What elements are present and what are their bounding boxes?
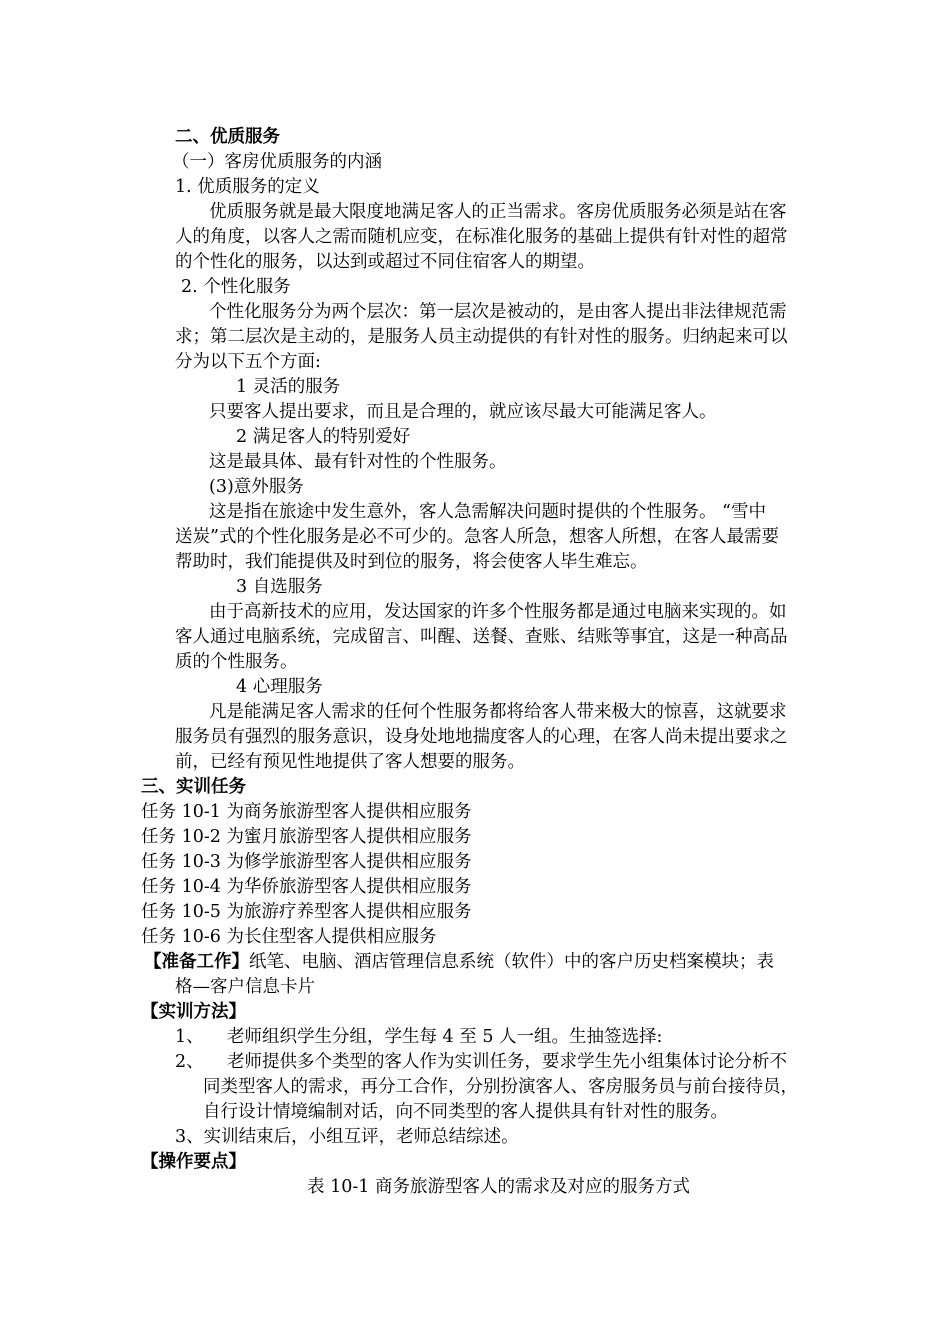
paragraph-line: 只要客人提出要求，而且是合理的，就应该尽最大可能满足客人。	[209, 402, 717, 422]
task-item: 任务 10-4 为华侨旅游型客人提供相应服务	[141, 877, 472, 897]
paragraph-line: 的个性化的服务，以达到或超过不同住宿客人的期望。	[175, 252, 595, 272]
item-title: 1. 优质服务的定义	[175, 177, 320, 197]
section-heading: 三、实训任务	[141, 777, 246, 797]
paragraph-line: 客人通过电脑系统，完成留言、叫醒、送餐、查账、结账等事宜，这是一种高品	[175, 627, 788, 647]
paragraph-line: 服务员有强烈的服务意识，设身处地地揣度客人的心理，在客人尚未提出要求之	[175, 727, 788, 747]
item-title: 2. 个性化服务	[181, 277, 291, 297]
paragraph-line: 由于高新技术的应用，发达国家的许多个性服务都是通过电脑来实现的。如	[209, 602, 787, 622]
paragraph-line: 格—客户信息卡片	[175, 977, 315, 997]
list-number: 2、	[175, 1052, 204, 1072]
task-item: 任务 10-1 为商务旅游型客人提供相应服务	[141, 802, 472, 822]
list-text: 老师提供多个类型的客人作为实训任务，要求学生先小组集体讨论分析不	[227, 1052, 787, 1072]
subitem-title: (3)意外服务	[209, 477, 304, 497]
list-text: 3、实训结束后，小组互评，老师总结综述。	[175, 1127, 519, 1147]
ops-label: 【操作要点】	[141, 1152, 246, 1172]
paragraph-line: 个性化服务分为两个层次：第一层次是被动的，是由客人提出非法律规范需	[209, 302, 787, 322]
paragraph-line: 帮助时，我们能提供及时到位的服务，将会使客人毕生难忘。	[175, 552, 648, 572]
list-text: 同类型客人的需求，再分工合作，分别扮演客人、客房服务员与前台接待员，	[203, 1077, 798, 1097]
subsection-heading: （一）客房优质服务的内涵	[172, 152, 382, 172]
section-heading: 二、优质服务	[175, 127, 280, 147]
subitem-title: 1 灵活的服务	[236, 377, 341, 397]
subitem-title: 3 自选服务	[236, 577, 323, 597]
task-item: 任务 10-5 为旅游疗养型客人提供相应服务	[141, 902, 472, 922]
task-item: 任务 10-2 为蜜月旅游型客人提供相应服务	[141, 827, 472, 847]
paragraph-line: 质的个性服务。	[175, 652, 298, 672]
prep-line	[144, 950, 774, 975]
paragraph-line: 人的角度，以客人之需而随机应变，在标准化服务的基础上提供有针对性的超常	[175, 227, 788, 247]
list-text: 老师组织学生分组，学生每 4 至 5 人一组。生抽签选择:	[227, 1027, 663, 1047]
table-caption: 表 10-1 商务旅游型客人的需求及对应的服务方式	[307, 1177, 690, 1197]
paragraph-line: 分为以下五个方面:	[175, 352, 321, 372]
paragraph-line: 求；第二层次是主动的，是服务人员主动提供的有针对性的服务。归纳起来可以	[175, 327, 788, 347]
task-item: 任务 10-3 为修学旅游型客人提供相应服务	[141, 852, 472, 872]
subitem-title: 2 满足客人的特别爱好	[236, 427, 411, 447]
paragraph-line: 送炭”式的个性化服务是必不可少的。急客人所急，想客人所想，在客人最需要	[175, 527, 779, 547]
prep-label: 【准备工作】	[144, 952, 249, 972]
list-text: 自行设计情境编制对话，向不同类型的客人提供具有针对性的服务。	[203, 1102, 728, 1122]
paragraph-line: 前，已经有预见性地提供了客人想要的服务。	[175, 752, 525, 772]
list-number: 1、	[175, 1027, 204, 1047]
subitem-title: 4 心理服务	[236, 677, 323, 697]
paragraph-line: 凡是能满足客人需求的任何个性服务都将给客人带来极大的惊喜，这就要求	[209, 702, 787, 722]
prep-text: 纸笔、电脑、酒店管理信息系统（软件）中的客户历史档案模块；表	[249, 952, 774, 972]
task-item: 任务 10-6 为长住型客人提供相应服务	[141, 927, 437, 947]
paragraph-line: 这是最具体、最有针对性的个性服务。	[209, 452, 507, 472]
paragraph-line: 优质服务就是最大限度地满足客人的正当需求。客房优质服务必须是站在客	[209, 202, 787, 222]
method-label: 【实训方法】	[141, 1002, 246, 1022]
paragraph-line: 这是指在旅途中发生意外，客人急需解决问题时提供的个性服务。 “雪中	[209, 502, 767, 522]
